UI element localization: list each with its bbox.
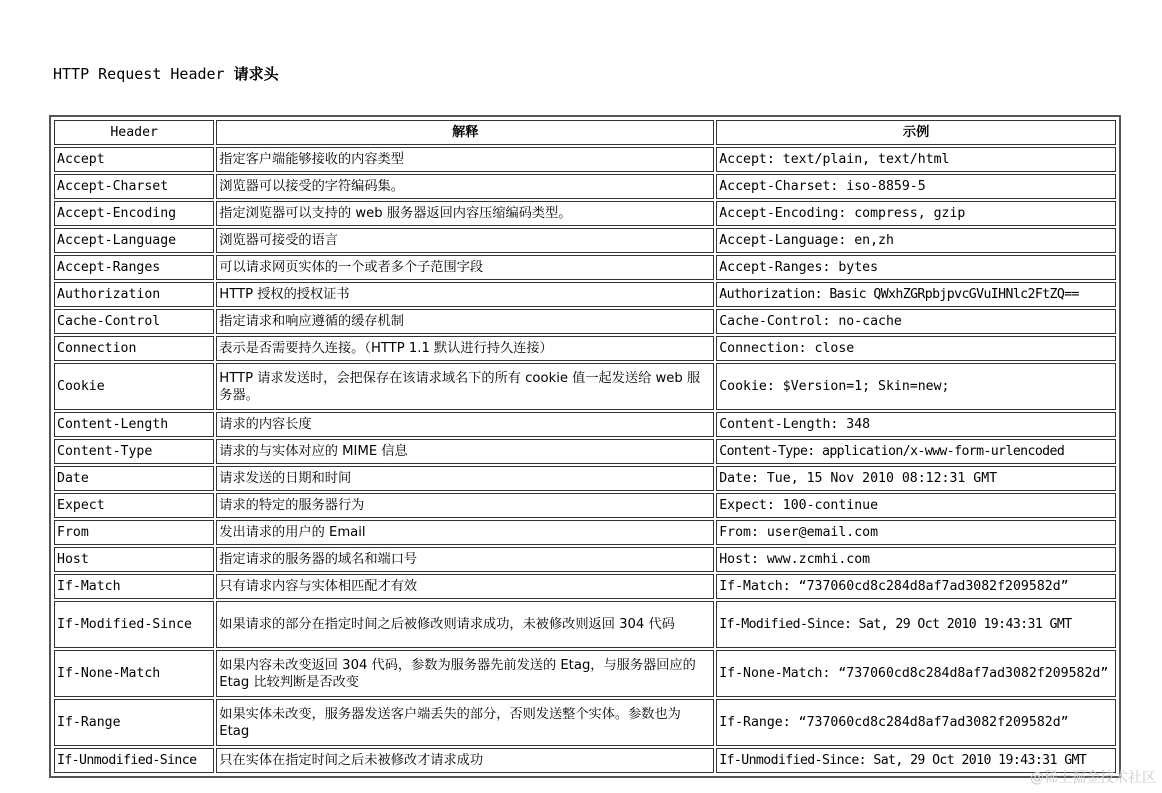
header-name-cell: If-Match [54,574,214,599]
table-row [54,547,1116,572]
example-cell: If-None-Match: “737060cd8c284d8af7ad3082f209582d” [716,650,1116,697]
header-name-cell: If-Range [54,699,214,746]
table-row [54,363,1116,410]
table-row [54,147,1116,172]
table-row [54,336,1116,361]
header-name-cell: Cookie [54,363,214,410]
description-cell: 发出请求的用户的 Email [216,520,714,545]
example-cell: If-Modified-Since: Sat, 29 Oct 2010 19:43:31 GMT [716,601,1116,648]
table-row [54,201,1116,226]
example-cell: Accept-Language: en,zh [716,228,1116,253]
description-cell: 浏览器可以接受的字符编码集。 [216,174,714,199]
example-cell: Date: Tue, 15 Nov 2010 08:12:31 GMT [716,466,1116,491]
description-cell: 指定浏览器可以支持的 web 服务器返回内容压缩编码类型。 [216,201,714,226]
table-row [54,748,1116,773]
table-row [54,174,1116,199]
description-cell: 如果内容未改变返回 304 代码，参数为服务器先前发送的 Etag，与服务器回应的 Etag 比较判断是否改变 [216,650,714,697]
description-cell: 请求的特定的服务器行为 [216,493,714,518]
request-header-table-frame [49,115,1121,778]
table-row [54,228,1116,253]
table-row [54,493,1116,518]
description-cell: 只在实体在指定时间之后未被修改才请求成功 [216,748,714,773]
example-cell: If-Unmodified-Since: Sat, 29 Oct 2010 19:43:31 GMT [716,748,1116,773]
example-cell: Accept-Charset: iso-8859-5 [716,174,1116,199]
table-header-row [54,120,1116,145]
description-cell: 只有请求内容与实体相匹配才有效 [216,574,714,599]
page-title-cjk: 请求头 [233,65,279,83]
header-name-cell: From [54,520,214,545]
example-cell: Cache-Control: no-cache [716,309,1116,334]
example-cell: From: user@email.com [716,520,1116,545]
table-row [54,699,1116,746]
example-cell: Authorization: Basic QWxhZGRpbjpvcGVuIHNlc2FtZQ== [716,282,1116,307]
page-title [53,63,279,84]
example-cell: Accept-Ranges: bytes [716,255,1116,280]
description-cell: 表示是否需要持久连接。（HTTP 1.1 默认进行持久连接） [216,336,714,361]
header-name-cell: Connection [54,336,214,361]
description-cell: 请求发送的日期和时间 [216,466,714,491]
header-name-cell: Date [54,466,214,491]
table-row [54,439,1116,464]
header-name-cell: Accept-Language [54,228,214,253]
description-cell: 指定请求和响应遵循的缓存机制 [216,309,714,334]
table-row [54,466,1116,491]
table-row [54,520,1116,545]
header-name-cell: Accept-Encoding [54,201,214,226]
table-row [54,309,1116,334]
example-cell: Accept-Encoding: compress, gzip [716,201,1116,226]
header-name-cell: If-Unmodified-Since [54,748,214,773]
request-header-table [52,118,1118,775]
example-cell: Connection: close [716,336,1116,361]
table-row [54,412,1116,437]
description-cell: 浏览器可接受的语言 [216,228,714,253]
table-row [54,282,1116,307]
header-name-cell: Cache-Control [54,309,214,334]
description-cell: 如果实体未改变，服务器发送客户端丢失的部分，否则发送整个实体。参数也为 Etag [216,699,714,746]
description-cell: HTTP 授权的授权证书 [216,282,714,307]
example-cell: Content-Type: application/x-www-form-urlencoded [716,439,1116,464]
column-header-header: Header [54,120,214,145]
column-header-example: 示例 [716,120,1116,145]
example-cell: If-Match: “737060cd8c284d8af7ad3082f209582d” [716,574,1116,599]
table-row [54,601,1116,648]
header-name-cell: Content-Type [54,439,214,464]
example-cell: Host: www.zcmhi.com [716,547,1116,572]
example-cell: If-Range: “737060cd8c284d8af7ad3082f209582d” [716,699,1116,746]
description-cell: HTTP 请求发送时，会把保存在该请求域名下的所有 cookie 值一起发送给 web 服务器。 [216,363,714,410]
description-cell: 可以请求网页实体的一个或者多个子范围字段 [216,255,714,280]
description-cell: 指定请求的服务器的域名和端口号 [216,547,714,572]
description-cell: 请求的内容长度 [216,412,714,437]
table-row [54,650,1116,697]
header-name-cell: Accept-Ranges [54,255,214,280]
example-cell: Expect: 100-continue [716,493,1116,518]
header-name-cell: Host [54,547,214,572]
description-cell: 指定客户端能够接收的内容类型 [216,147,714,172]
watermark: @稀土掘金技术社区 [1030,770,1156,786]
header-name-cell: Authorization [54,282,214,307]
header-name-cell: Expect [54,493,214,518]
column-header-description: 解释 [216,120,714,145]
header-name-cell: Accept-Charset [54,174,214,199]
example-cell: Content-Length: 348 [716,412,1116,437]
description-cell: 请求的与实体对应的 MIME 信息 [216,439,714,464]
header-name-cell: If-Modified-Since [54,601,214,648]
header-name-cell: If-None-Match [54,650,214,697]
header-name-cell: Content-Length [54,412,214,437]
description-cell: 如果请求的部分在指定时间之后被修改则请求成功，未被修改则返回 304 代码 [216,601,714,648]
table-row [54,255,1116,280]
table-row [54,574,1116,599]
page-title-text: HTTP Request Header [53,65,234,83]
example-cell: Cookie: $Version=1; Skin=new; [716,363,1116,410]
header-name-cell: Accept [54,147,214,172]
example-cell: Accept: text/plain, text/html [716,147,1116,172]
